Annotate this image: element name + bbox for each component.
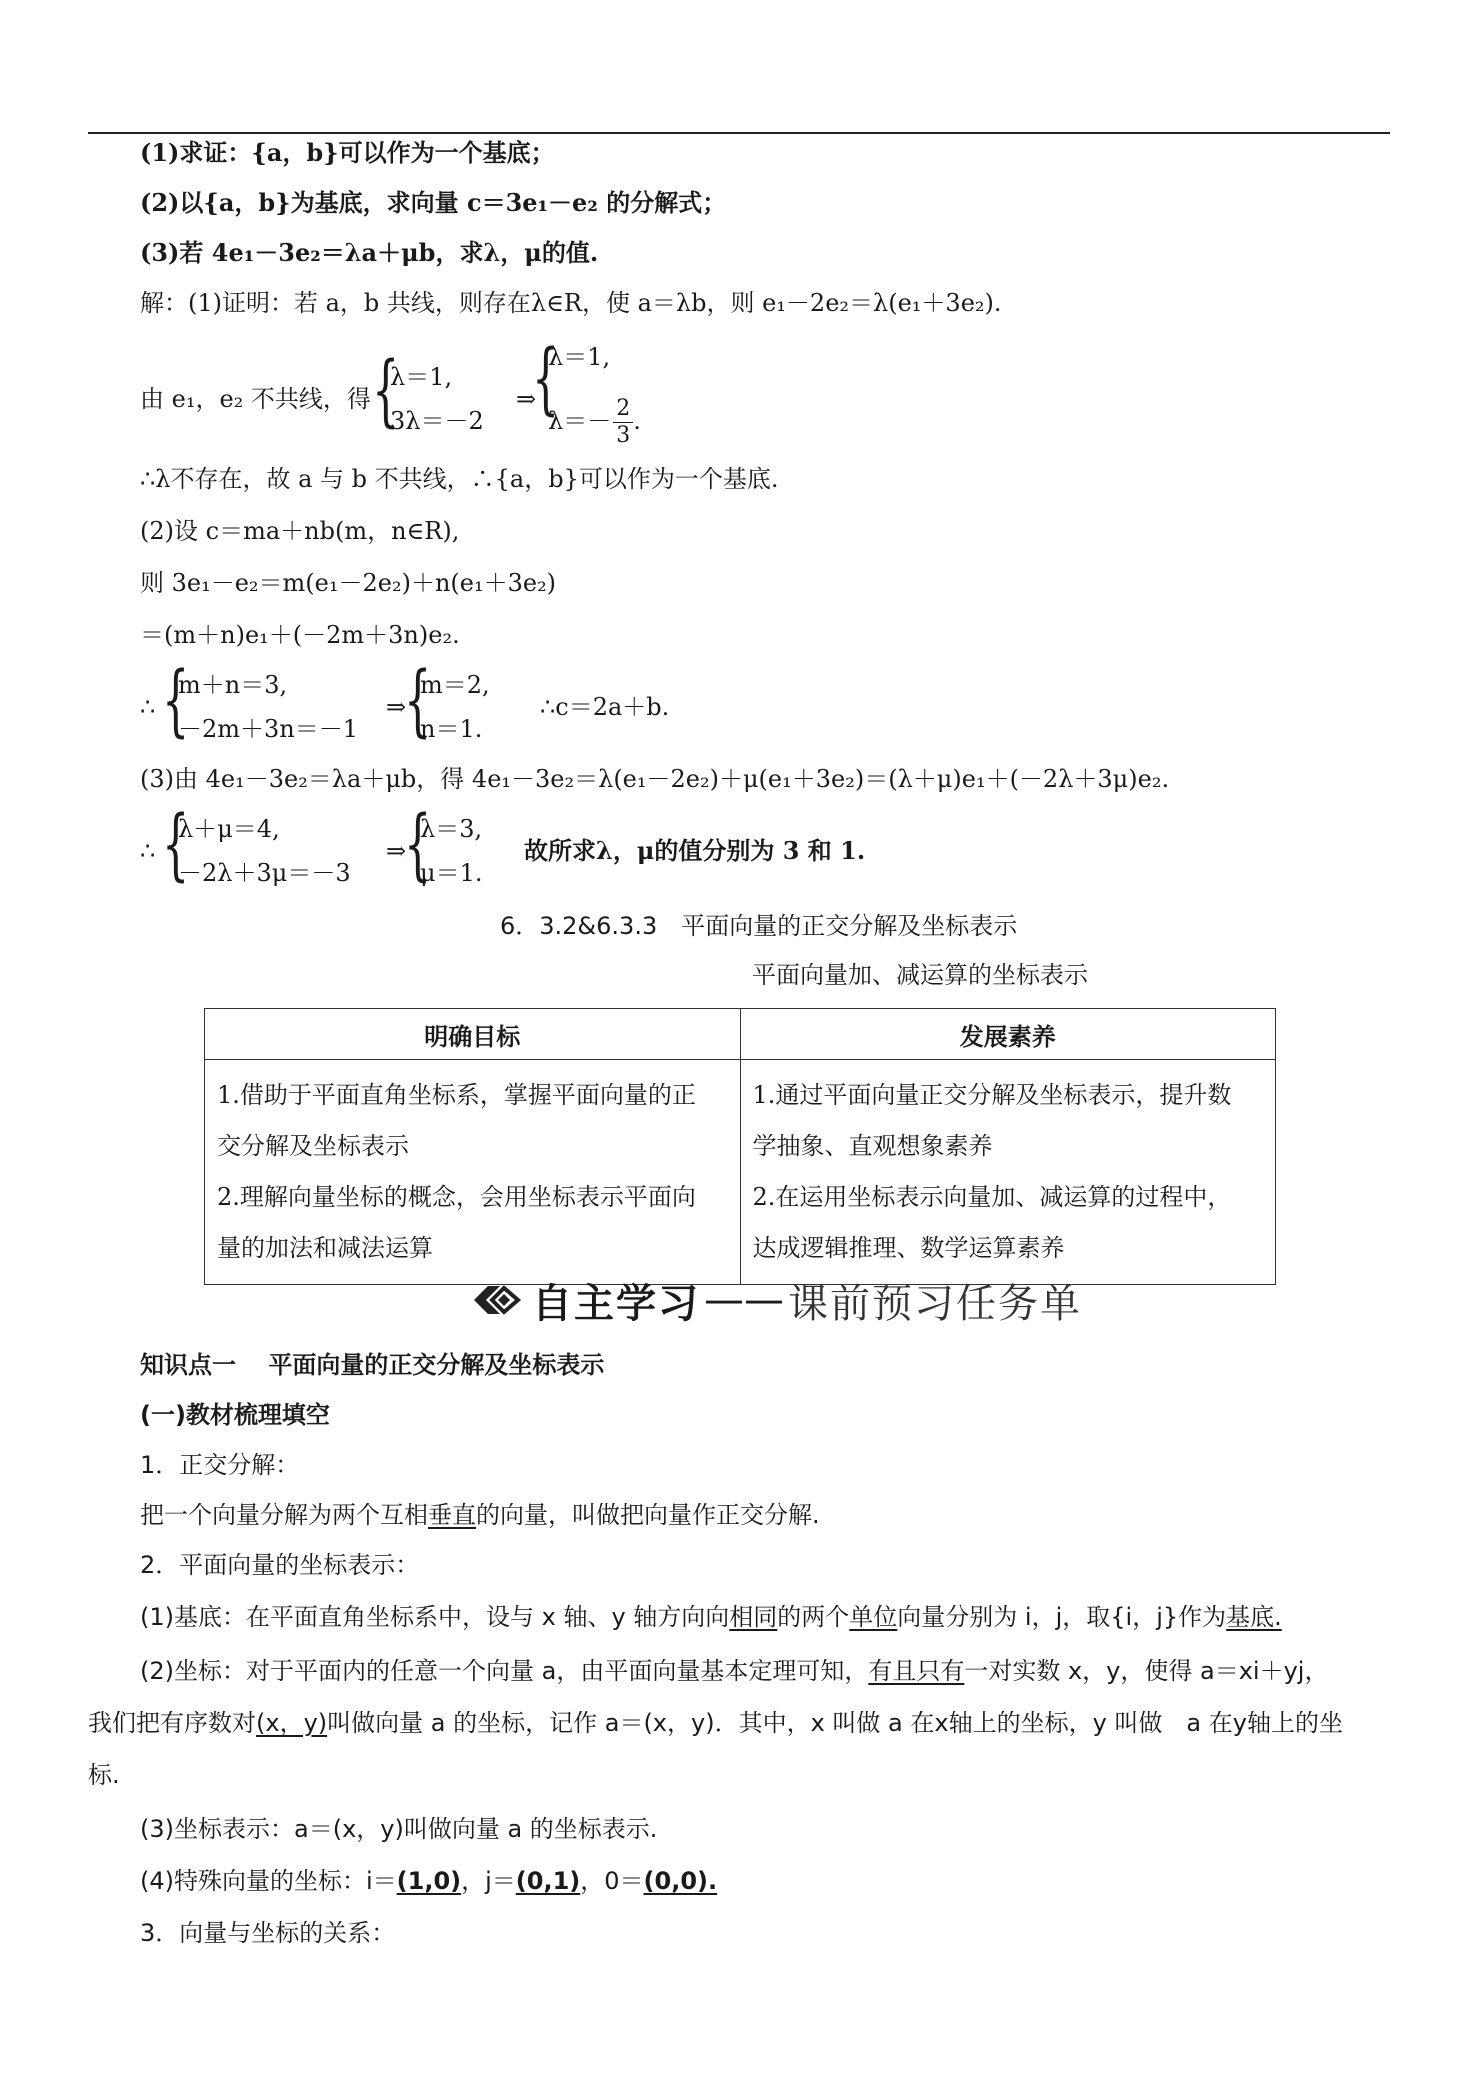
goals-table <box>204 1008 1276 1285</box>
system-6-row-1: λ＝3, <box>420 815 483 843</box>
table-row <box>205 1060 1276 1285</box>
implies-arrow: ⇒ <box>386 837 407 865</box>
text-span: 把一个向量分解为两个互相 <box>140 1501 428 1529</box>
left-brace: { <box>162 656 190 746</box>
cell-line: 量的加法和减法运算 <box>217 1234 433 1262</box>
text-span: (4)特殊向量的坐标：i＝ <box>140 1867 397 1895</box>
result-c: ∴c＝2a＋b. <box>540 693 670 721</box>
goals-cell <box>205 1060 741 1285</box>
coordinate-line-3: 标. <box>88 1761 120 1789</box>
cell-line: 达成逻辑推理、数学运算素养 <box>752 1234 1065 1262</box>
left-brace: { <box>372 346 400 436</box>
cell-line: 学抽象、直观想象素养 <box>752 1132 993 1160</box>
left-brace: { <box>532 334 560 424</box>
study-logo-icon <box>470 1280 522 1320</box>
knowledge-point-title: 知识点一 平面向量的正交分解及坐标表示 <box>140 1351 605 1379</box>
header-rule <box>88 132 1390 134</box>
special-vectors-line <box>140 1864 717 1898</box>
section-subtitle: 平面向量加、减运算的坐标表示 <box>752 961 1088 989</box>
coordinate-line-2 <box>88 1706 1343 1740</box>
solution-line-1: 解：(1)证明：若 a，b 共线，则存在λ∈R，使 a＝λb，则 e₁－2e₂＝λ(e₁＋3e₂). <box>140 289 1002 317</box>
system-2-row-2-prefix: λ＝－ <box>548 407 612 435</box>
system-4-row-2: n＝1. <box>420 715 483 743</box>
system-5-row-1: λ＋μ＝4, <box>178 815 280 843</box>
cell-line: 2.在运用坐标表示向量加、减运算的过程中， <box>752 1183 1232 1211</box>
solution-line-8: (3)由 4e₁－3e₂＝λa＋μb，得 4e₁－3e₂＝λ(e₁－2e₂)＋μ(e₁＋3e₂)＝(λ＋μ)e₁＋(－2λ＋3μ)e₂. <box>140 765 1170 793</box>
text-span: ，j＝ <box>461 1867 516 1895</box>
system-3-row-2: －2m＋3n＝－1 <box>178 715 359 743</box>
question-3: (3)若 4e₁－3e₂＝λa＋μb，求λ，μ的值. <box>140 238 599 267</box>
basis-line <box>140 1600 1282 1634</box>
therefore-symbol: ∴ <box>140 837 156 865</box>
text-span: (1)基底：在平面直角坐标系中，设与 x 轴、y 轴方向向 <box>140 1603 730 1631</box>
cell-line: 1.通过平面向量正交分解及坐标表示，提升数 <box>752 1081 1232 1109</box>
literacy-cell <box>740 1060 1276 1285</box>
solution-line-4: (2)设 c＝ma＋nb(m，n∈R), <box>140 517 460 545</box>
solution-system-intro: 由 e₁，e₂ 不共线，得 <box>140 385 371 413</box>
cell-line: 交分解及坐标表示 <box>217 1132 409 1160</box>
answer-blank: 垂直 <box>428 1501 476 1529</box>
banner-dash: —— <box>704 1277 784 1323</box>
fraction-denominator: 3 <box>616 423 631 448</box>
result-lambda-mu: 故所求λ，μ的值分别为 3 和 1. <box>524 836 866 865</box>
representation-line: (3)坐标表示：a＝(x，y)叫做向量 a 的坐标表示. <box>140 1815 658 1843</box>
item-1-text <box>140 1498 820 1532</box>
solution-line-3: ∴λ不存在，故 a 与 b 不共线，∴{a，b}可以作为一个基底. <box>140 465 779 493</box>
left-brace: { <box>404 800 432 890</box>
subsection-title: (一)教材梳理填空 <box>140 1401 330 1429</box>
answer-blank: 基底. <box>1226 1603 1282 1631</box>
fraction <box>613 396 633 449</box>
answer-blank: 有且只有 <box>868 1657 965 1685</box>
answer-blank: (1,0) <box>396 1867 462 1895</box>
solution-line-6: ＝(m＋n)e₁＋(－2m＋3n)e₂. <box>140 621 460 649</box>
section-title: 6．3.2&6.3.3 平面向量的正交分解及坐标表示 <box>500 912 1018 940</box>
cell-line: 1.借助于平面直角坐标系，掌握平面向量的正 <box>217 1081 696 1109</box>
text-span: 一对实数 x，y，使得 a＝xi＋yj， <box>964 1657 1329 1685</box>
system-3-row-1: m＋n＝3, <box>178 671 288 699</box>
left-brace: { <box>404 656 432 746</box>
text-span: 我们把有序数对 <box>88 1709 256 1737</box>
system-2-row-2 <box>548 396 641 449</box>
text-span: 向量分别为 i，j，取{i，j}作为 <box>897 1603 1227 1631</box>
system-1-row-2: 3λ＝－2 <box>390 407 484 435</box>
col-header-goals: 明确目标 <box>205 1009 741 1060</box>
left-brace: { <box>162 800 190 890</box>
coordinate-line-1 <box>140 1654 1328 1688</box>
answer-blank: (0,1) <box>515 1867 581 1895</box>
banner-light-text: 课前预习任务单 <box>788 1280 1082 1327</box>
answer-blank: 单位 <box>849 1603 898 1631</box>
system-2-row-1: λ＝1, <box>548 343 611 371</box>
col-header-literacy: 发展素养 <box>740 1009 1276 1060</box>
item-1-title: 1．正交分解： <box>140 1451 300 1479</box>
fraction-numerator: 2 <box>613 396 633 423</box>
answer-blank: 相同 <box>729 1603 778 1631</box>
item-3-title: 3．向量与坐标的关系： <box>140 1919 396 1947</box>
system-4-row-1: m＝2, <box>420 671 490 699</box>
cell-line: 2.理解向量坐标的概念，会用坐标表示平面向 <box>217 1183 696 1211</box>
table-header-row <box>205 1009 1276 1060</box>
banner-strong-text: 自主学习 <box>532 1280 700 1327</box>
question-2: (2)以{a，b}为基底，求向量 c＝3e₁－e₂ 的分解式； <box>140 188 727 217</box>
answer-blank: (x，y) <box>256 1709 328 1737</box>
solution-line-5: 则 3e₁－e₂＝m(e₁－2e₂)＋n(e₁＋3e₂) <box>140 569 557 597</box>
text-span: 的两个 <box>777 1603 850 1631</box>
implies-arrow: ⇒ <box>386 693 407 721</box>
system-1-row-1: λ＝1, <box>390 363 453 391</box>
system-5-row-2: －2λ＋3μ＝－3 <box>178 859 351 887</box>
text-span: 叫做向量 a 的坐标，记作 a＝(x，y)．其中，x 叫做 a 在x轴上的坐标，y 叫做 a 在y轴上的坐 <box>327 1709 1343 1737</box>
fraction-period: . <box>633 407 641 435</box>
text-span: ，0＝ <box>580 1867 644 1895</box>
answer-blank: (0,0). <box>643 1867 718 1895</box>
section-banner <box>470 1272 1082 1328</box>
text-span: 的向量，叫做把向量作正交分解. <box>476 1501 820 1529</box>
implies-arrow: ⇒ <box>516 385 537 413</box>
text-span: (2)坐标：对于平面内的任意一个向量 a，由平面向量基本定理可知， <box>140 1657 869 1685</box>
item-2-title: 2．平面向量的坐标表示： <box>140 1551 420 1579</box>
therefore-symbol: ∴ <box>140 693 156 721</box>
question-1: (1)求证：{a，b}可以作为一个基底； <box>140 138 555 167</box>
system-6-row-2: μ＝1. <box>420 859 483 887</box>
